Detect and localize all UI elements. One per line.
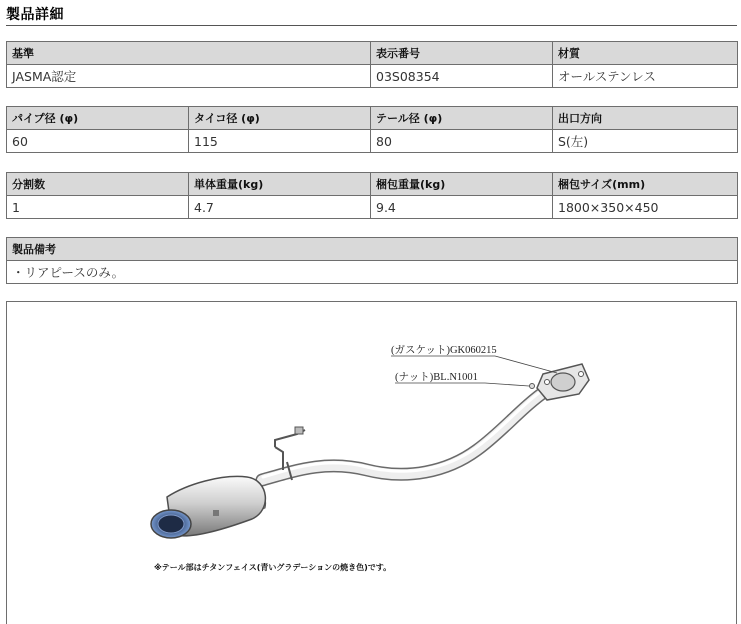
table-header-row — [7, 107, 738, 130]
value-cell-standard: JASMA認定 — [7, 65, 371, 88]
spec-table-remarks — [6, 237, 738, 284]
callout-gasket — [391, 344, 557, 373]
value-cell-tail-diameter: 80 — [371, 130, 553, 153]
value-cell-package-weight: 9.4 — [371, 196, 553, 219]
header-cell-pieces: 分割数 — [7, 173, 189, 196]
diagram-note: ※テール部はチタンフェイス(青いグラデーションの焼き色)です。 — [154, 563, 392, 572]
table-row — [7, 196, 738, 219]
title-divider — [6, 25, 737, 26]
header-cell-unit-weight: 単体重量(kg) — [189, 173, 371, 196]
gasket-label: (ガスケット)GK060215 — [391, 345, 497, 356]
value-cell-silencer-diameter: 115 — [189, 130, 371, 153]
table-header-row — [7, 42, 738, 65]
spec-table-weights — [6, 172, 738, 219]
header-cell-tail-diameter: テール径 (φ) — [371, 107, 553, 130]
table-row — [7, 130, 738, 153]
value-cell-material: オールステンレス — [553, 65, 738, 88]
titanium-tail-tip — [151, 510, 191, 538]
value-cell-pipe-diameter: 60 — [7, 130, 189, 153]
value-cell-remarks: ・リアピースのみ。 — [7, 261, 738, 284]
exhaust-diagram — [7, 302, 736, 624]
spec-table-standard — [6, 41, 738, 88]
table-row — [7, 65, 738, 88]
header-cell-exit-direction: 出口方向 — [553, 107, 738, 130]
table-row — [7, 261, 738, 284]
table-header-row — [7, 238, 738, 261]
header-cell-display-number: 表示番号 — [371, 42, 553, 65]
page-title: 製品詳細 — [6, 7, 64, 23]
nut-label: (ナット)BL.N1001 — [395, 372, 478, 383]
spec-table-dimensions — [6, 106, 738, 153]
value-cell-unit-weight: 4.7 — [189, 196, 371, 219]
header-cell-standard: 基準 — [7, 42, 371, 65]
value-cell-exit-direction: S(左) — [553, 130, 738, 153]
callout-nut — [395, 372, 529, 386]
header-cell-package-weight: 梱包重量(kg) — [371, 173, 553, 196]
header-cell-package-size: 梱包サイズ(mm) — [553, 173, 738, 196]
value-cell-display-number: 03S08354 — [371, 65, 553, 88]
header-cell-silencer-diameter: タイコ径 (φ) — [189, 107, 371, 130]
product-diagram-frame — [6, 301, 737, 624]
exhaust-pipe — [262, 387, 547, 480]
header-cell-material: 材質 — [553, 42, 738, 65]
table-header-row — [7, 173, 738, 196]
value-cell-pieces: 1 — [7, 196, 189, 219]
header-cell-remarks: 製品備考 — [7, 238, 738, 261]
value-cell-package-size: 1800×350×450 — [553, 196, 738, 219]
header-cell-pipe-diameter: パイプ径 (φ) — [7, 107, 189, 130]
